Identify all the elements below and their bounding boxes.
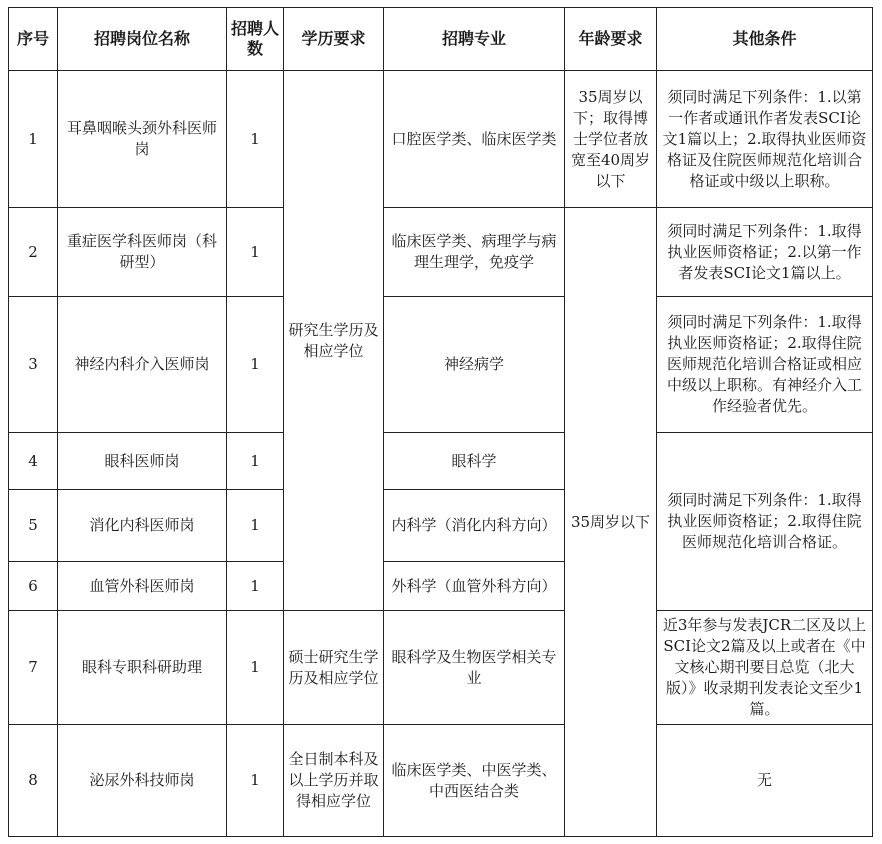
header-seq: 序号	[9, 8, 58, 71]
cell-count: 1	[227, 562, 284, 611]
cell-major: 外科学（血管外科方向）	[384, 562, 565, 611]
cell-other-shared: 须同时满足下列条件：1.取得执业医师资格证；2.取得住院医师规范化培训合格证。	[657, 433, 873, 611]
cell-position: 泌尿外科技师岗	[58, 725, 227, 837]
recruitment-table	[8, 7, 873, 837]
cell-count: 1	[227, 725, 284, 837]
cell-other: 近3年参与发表JCR二区及以上SCI论文2篇及以上或者在《中文核心期刊要目总览（北大版）》收录期刊发表论文至少1篇。	[657, 611, 873, 725]
cell-major: 内科学（消化内科方向）	[384, 490, 565, 562]
cell-age: 35周岁以下；取得博士学位者放宽至40周岁以下	[565, 71, 657, 208]
cell-count: 1	[227, 208, 284, 297]
cell-count: 1	[227, 71, 284, 208]
cell-position: 眼科医师岗	[58, 433, 227, 490]
cell-position: 神经内科介入医师岗	[58, 297, 227, 433]
table-row	[9, 297, 873, 433]
cell-seq: 3	[9, 297, 58, 433]
cell-count: 1	[227, 433, 284, 490]
cell-other: 须同时满足下列条件：1.以第一作者或通讯作者发表SCI论文1篇以上；2.取得执业医师资格证及住院医师规范化培训合格证或中级以上职称。	[657, 71, 873, 208]
cell-count: 1	[227, 297, 284, 433]
cell-other: 须同时满足下列条件：1.取得执业医师资格证；2.取得住院医师规范化培训合格证或相应中级以上职称。有神经介入工作经验者优先。	[657, 297, 873, 433]
cell-position: 耳鼻咽喉头颈外科医师岗	[58, 71, 227, 208]
cell-education: 硕士研究生学历及相应学位	[284, 611, 384, 725]
cell-position: 眼科专职科研助理	[58, 611, 227, 725]
header-major: 招聘专业	[384, 8, 565, 71]
header-education: 学历要求	[284, 8, 384, 71]
header-row	[9, 8, 873, 71]
cell-position: 血管外科医师岗	[58, 562, 227, 611]
cell-seq: 4	[9, 433, 58, 490]
cell-major: 口腔医学类、临床医学类	[384, 71, 565, 208]
cell-major: 临床医学类、病理学与病理生理学，免疫学	[384, 208, 565, 297]
header-age: 年龄要求	[565, 8, 657, 71]
cell-education: 全日制本科及以上学历并取得相应学位	[284, 725, 384, 837]
cell-seq: 7	[9, 611, 58, 725]
cell-position: 消化内科医师岗	[58, 490, 227, 562]
header-position: 招聘岗位名称	[58, 8, 227, 71]
table-row	[9, 611, 873, 725]
cell-position: 重症医学科医师岗（科研型）	[58, 208, 227, 297]
cell-other: 须同时满足下列条件：1.取得执业医师资格证；2.以第一作者发表SCI论文1篇以上。	[657, 208, 873, 297]
cell-major: 临床医学类、中医学类、中西医结合类	[384, 725, 565, 837]
cell-major: 眼科学及生物医学相关专业	[384, 611, 565, 725]
table-row	[9, 71, 873, 208]
cell-major: 神经病学	[384, 297, 565, 433]
cell-seq: 8	[9, 725, 58, 837]
cell-major: 眼科学	[384, 433, 565, 490]
cell-count: 1	[227, 490, 284, 562]
table-row	[9, 725, 873, 837]
header-other: 其他条件	[657, 8, 873, 71]
table-row	[9, 208, 873, 297]
cell-count: 1	[227, 611, 284, 725]
cell-seq: 5	[9, 490, 58, 562]
cell-other: 无	[657, 725, 873, 837]
cell-seq: 1	[9, 71, 58, 208]
table-row	[9, 433, 873, 490]
cell-education-shared: 研究生学历及相应学位	[284, 71, 384, 611]
cell-seq: 6	[9, 562, 58, 611]
cell-age-shared: 35周岁以下	[565, 208, 657, 837]
cell-seq: 2	[9, 208, 58, 297]
header-count: 招聘人数	[227, 8, 284, 71]
